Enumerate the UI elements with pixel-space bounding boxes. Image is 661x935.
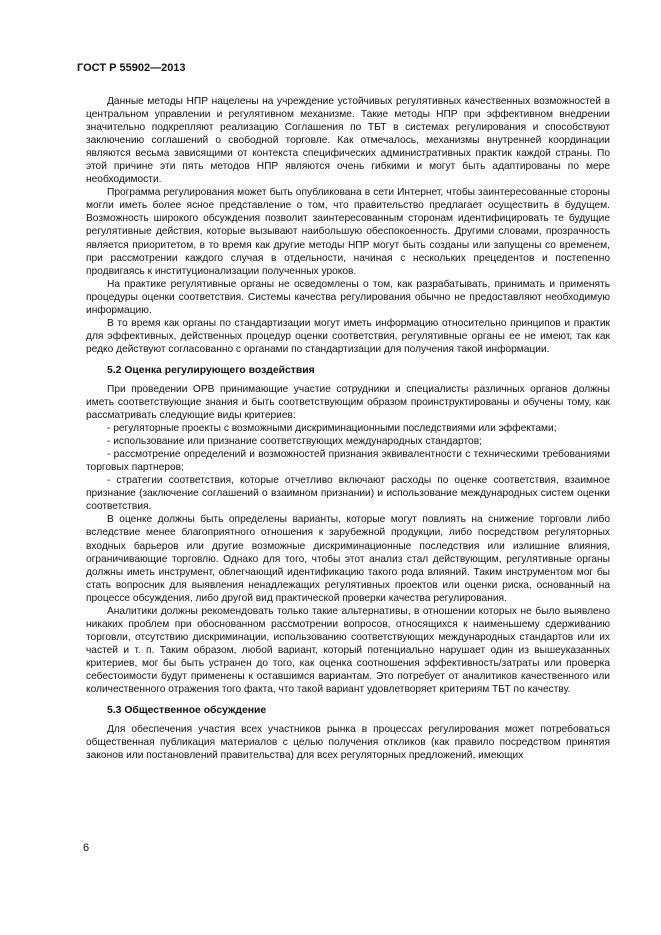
paragraph: На практике регулятивные органы не осведомлены о том, как разрабатывать, принимать и применять процедуры оценки соответствия. Системы качества регулирования обычно не предоставляют необходимую информацию. [86, 278, 610, 316]
paragraph: Аналитики должны рекомендовать только такие альтернативы, в отношении которых не было выявлено никаких проблем при обоснованном рассмотрении вопросов, относящихся к наименьшему сдерживанию торговли, отсутствию дискриминации, использованию соответствующих международных стандартов или их частей и т. п. Таким образом, любой вариант, который потенциально нарушает один из вышеуказанных критериев, мог бы быть устранен до того, как оценка соотношения эффективность/затраты или проверка себестоимости будут применены к оставшимся вариантам. Это потребует от аналитиков качественного или количественного отражения того факта, что такой вариант удовлетворяет критериям ТБТ по качеству. [86, 605, 610, 696]
paragraph: При проведении ОРВ принимающие участие сотрудники и специалисты различных органов должны иметь соответствующие знания и быть соответствующим образом проинструктированы и обучены тому, как рассматривать следующие виды критериев: [86, 383, 610, 422]
paragraph: В оценке должны быть определены варианты, которые могут повлиять на снижение торговли либо вследствие менее благоприятного отношения к зарубежной продукции, либо посредством регуляторных входных барьеров или другие возможные дискриминационные последствия или излишние влияния, ограничивающие торговлю. Однако для того, чтобы этот анализ стал действующим, регулятивные органы должны иметь инструмент, облегчающий идентификацию такого рода влияний. Таким инструментом мог бы стать вопросник для выявления ненадлежащих регулятивных проектов или оценки риска, основанный на процессе обсуждения, либо другой вид практической проверки качества регулирования. [86, 514, 610, 604]
list-item: - использование или признание соответствующих международных стандартов; [107, 436, 482, 448]
list-item: - регуляторные проекты с возможными дискриминационными последствиями или эффектами; [107, 423, 557, 435]
paragraph: Программа регулирования может быть опубликована в сети Интернет, чтобы заинтересованные стороны могли иметь более ясное представление о том, что правительство предлагает осуществить в будущем. Возможность широкого обсуждения позволит заинтересованным сторонам идентифицировать те будущие регулятивные действия, которые вызывают наибольшую обеспокоенность. Другими словами, прозрачность является приоритетом, в то время как другие методы НПР могут быть созданы или запущены со временем, при рассмотрении каждого случая в отдельности, начиная с нескольких прецедентов и постепенно продвигаясь к институционализации полученных уроков. [86, 187, 610, 277]
list-item: - рассмотрение определений и возможностей признания эквивалентности с техническими требованиями торговых партнеров; [86, 449, 610, 474]
paragraph: Данные методы НПР нацелены на учреждение устойчивых регулятивных качественных возможностей в центральном управлении и регулятивном механизме. Такие методы НПР при эффективном внедрении значительно подкрепляют реализацию Соглашения по ТБТ в системах регулирования и способствуют заключению соглашений о свободной торговле. Как отмечалось, механизмы внутренней координации являются весьма зависящими от контекста специфических административных практик каждой страны. По этой причине эти пять методов НПР являются очень гибкими и могут быть адаптированы по мере необходимости. [86, 96, 610, 186]
page-number: 6 [83, 842, 90, 854]
section-heading-5-3: 5.3 Общественное обсуждение [107, 705, 267, 717]
standard-code-header: ГОСТ Р 55902—2013 [77, 62, 186, 74]
section-heading-5-2: 5.2 Оценка регулирующего воздействия [107, 364, 315, 376]
list-item: - стратегии соответствия, которые отчетливо включают расходы по оценке соответствия, взаимное признание (заключение соглашений о взаимном признании) и использование международных систем оценки соответствия. [86, 475, 610, 513]
paragraph: В то время как органы по стандартизации могут иметь информацию относительно принципов и практик для эффективных, действенных процедур оценки соответствия, регулятивные органы ее не имеют, так как редко действуют согласованно с органами по стандартизации для получения такой информации. [86, 317, 610, 355]
paragraph: Для обеспечения участия всех участников рынка в процессах регулирования может потребоваться общественная публикация материалов с целью получения откликов (как правило посредством принятия законов или постановлений правительства) для всех регуляторных предложений, имеющих [86, 724, 610, 762]
body-text [86, 95, 610, 762]
